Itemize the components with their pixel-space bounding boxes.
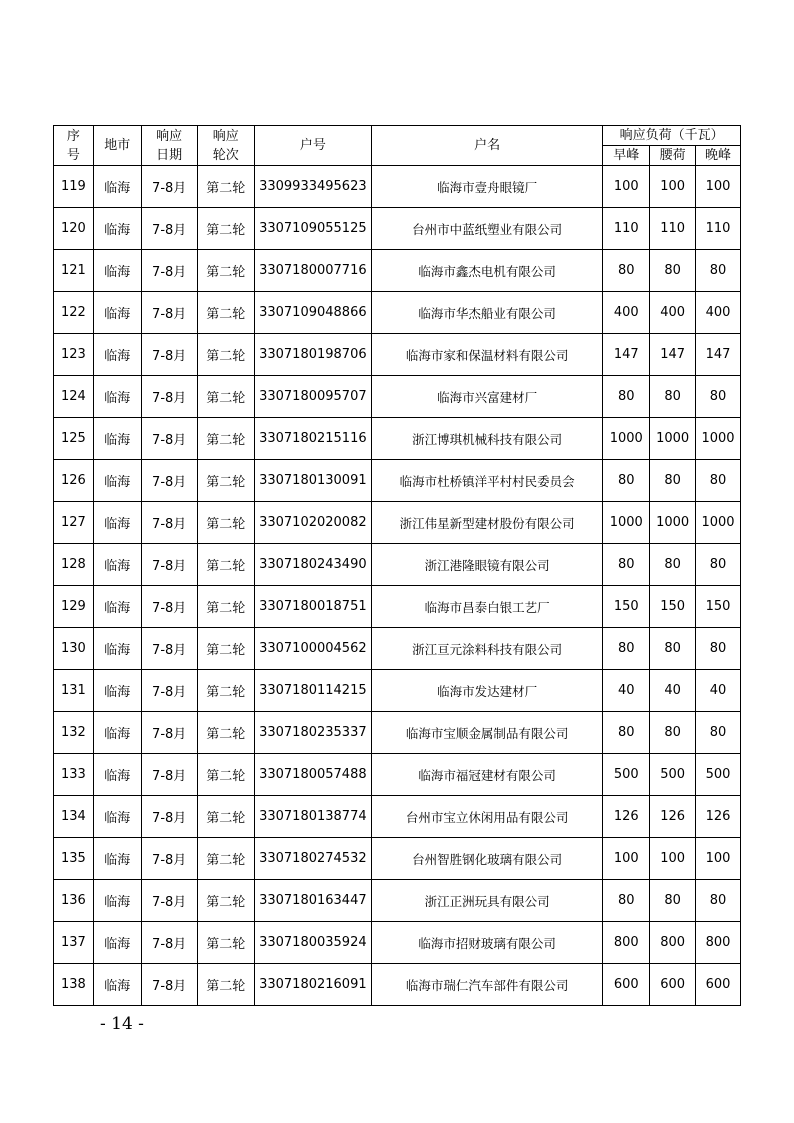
cell-seq: 138 [54,964,94,1006]
cell-city: 临海 [93,922,141,964]
cell-evening: 80 [696,880,741,922]
cell-city: 临海 [93,796,141,838]
cell-morning: 1000 [603,418,650,460]
cell-seq: 137 [54,922,94,964]
cell-city: 临海 [93,586,141,628]
cell-round: 第二轮 [197,502,254,544]
cell-date: 7-8月 [141,586,197,628]
cell-round: 第二轮 [197,460,254,502]
cell-date: 7-8月 [141,418,197,460]
cell-evening: 100 [696,166,741,208]
cell-city: 临海 [93,166,141,208]
cell-account-no: 3307180057488 [254,754,371,796]
cell-account-no: 3307180138774 [254,796,371,838]
cell-morning: 40 [603,670,650,712]
cell-account-no: 3307180163447 [254,880,371,922]
cell-seq: 136 [54,880,94,922]
cell-account-name: 临海市福冠建材有限公司 [371,754,602,796]
table-row [54,208,741,250]
cell-account-no: 3307100004562 [254,628,371,670]
cell-city: 临海 [93,502,141,544]
cell-account-name: 浙江亘元涂料科技有限公司 [371,628,602,670]
cell-date: 7-8月 [141,754,197,796]
response-load-table [53,125,741,1006]
cell-account-no: 3307180216091 [254,964,371,1006]
cell-morning: 80 [603,880,650,922]
cell-date: 7-8月 [141,376,197,418]
cell-noon: 1000 [650,418,696,460]
header-city: 地市 [93,126,141,166]
cell-morning: 150 [603,586,650,628]
cell-round: 第二轮 [197,166,254,208]
header-load-group: 响应负荷（千瓦） [603,126,741,146]
cell-morning: 100 [603,166,650,208]
cell-noon: 100 [650,838,696,880]
cell-date: 7-8月 [141,670,197,712]
cell-seq: 133 [54,754,94,796]
cell-noon: 1000 [650,502,696,544]
table-row [54,712,741,754]
cell-noon: 80 [650,880,696,922]
cell-noon: 80 [650,460,696,502]
cell-seq: 131 [54,670,94,712]
cell-seq: 132 [54,712,94,754]
header-account-no: 户号 [254,126,371,166]
cell-noon: 80 [650,544,696,586]
cell-seq: 129 [54,586,94,628]
cell-account-no: 3307180114215 [254,670,371,712]
cell-round: 第二轮 [197,292,254,334]
cell-account-no: 3307180095707 [254,376,371,418]
table-header [54,126,741,166]
cell-account-name: 临海市招财玻璃有限公司 [371,922,602,964]
table-row [54,586,741,628]
cell-evening: 400 [696,292,741,334]
table-row [54,838,741,880]
cell-noon: 80 [650,250,696,292]
cell-date: 7-8月 [141,502,197,544]
cell-noon: 800 [650,922,696,964]
cell-account-name: 临海市瑞仁汽车部件有限公司 [371,964,602,1006]
cell-evening: 80 [696,712,741,754]
cell-city: 临海 [93,712,141,754]
cell-date: 7-8月 [141,880,197,922]
cell-account-name: 台州市中蓝纸塑业有限公司 [371,208,602,250]
cell-round: 第二轮 [197,670,254,712]
table-row [54,754,741,796]
cell-seq: 125 [54,418,94,460]
cell-round: 第二轮 [197,208,254,250]
cell-account-name: 台州市宝立休闲用品有限公司 [371,796,602,838]
cell-seq: 135 [54,838,94,880]
cell-account-name: 临海市家和保温材料有限公司 [371,334,602,376]
cell-date: 7-8月 [141,544,197,586]
table-row [54,628,741,670]
cell-round: 第二轮 [197,838,254,880]
cell-date: 7-8月 [141,712,197,754]
cell-city: 临海 [93,964,141,1006]
cell-round: 第二轮 [197,544,254,586]
cell-noon: 600 [650,964,696,1006]
cell-date: 7-8月 [141,964,197,1006]
cell-evening: 500 [696,754,741,796]
header-seq [54,126,94,166]
cell-round: 第二轮 [197,418,254,460]
cell-morning: 80 [603,460,650,502]
cell-evening: 126 [696,796,741,838]
cell-evening: 147 [696,334,741,376]
cell-account-name: 临海市宝顺金属制品有限公司 [371,712,602,754]
cell-account-name: 临海市发达建材厂 [371,670,602,712]
table-row [54,376,741,418]
cell-round: 第二轮 [197,964,254,1006]
cell-noon: 150 [650,586,696,628]
table-row [54,880,741,922]
cell-morning: 100 [603,838,650,880]
table-body [54,166,741,1006]
cell-evening: 80 [696,544,741,586]
cell-account-name: 临海市华杰船业有限公司 [371,292,602,334]
cell-morning: 80 [603,250,650,292]
cell-evening: 40 [696,670,741,712]
table-row [54,166,741,208]
cell-evening: 600 [696,964,741,1006]
header-seq-label: 序号 [66,128,80,163]
cell-account-no: 3307180215116 [254,418,371,460]
cell-noon: 126 [650,796,696,838]
header-round-label: 响应轮次 [212,128,239,163]
cell-seq: 128 [54,544,94,586]
cell-seq: 127 [54,502,94,544]
cell-account-name: 浙江博琪机械科技有限公司 [371,418,602,460]
table-row [54,670,741,712]
cell-account-no: 3307102020082 [254,502,371,544]
cell-city: 临海 [93,208,141,250]
cell-round: 第二轮 [197,628,254,670]
cell-evening: 1000 [696,418,741,460]
cell-morning: 80 [603,544,650,586]
cell-account-no: 3307180018751 [254,586,371,628]
cell-account-name: 临海市昌泰白银工艺厂 [371,586,602,628]
cell-morning: 600 [603,964,650,1006]
cell-city: 临海 [93,880,141,922]
cell-account-no: 3307109055125 [254,208,371,250]
cell-account-no: 3307180007716 [254,250,371,292]
cell-account-no: 3307180198706 [254,334,371,376]
header-noon: 腰荷 [650,146,696,166]
cell-date: 7-8月 [141,796,197,838]
cell-seq: 124 [54,376,94,418]
cell-account-no: 3307180235337 [254,712,371,754]
cell-evening: 100 [696,838,741,880]
cell-account-no: 3307180035924 [254,922,371,964]
cell-account-no: 3307109048866 [254,292,371,334]
table-row [54,922,741,964]
cell-account-name: 临海市壹舟眼镜厂 [371,166,602,208]
cell-city: 临海 [93,418,141,460]
cell-date: 7-8月 [141,250,197,292]
header-date-label: 响应日期 [156,128,183,163]
cell-round: 第二轮 [197,712,254,754]
cell-morning: 147 [603,334,650,376]
cell-city: 临海 [93,754,141,796]
cell-noon: 500 [650,754,696,796]
cell-round: 第二轮 [197,796,254,838]
cell-morning: 126 [603,796,650,838]
cell-noon: 80 [650,376,696,418]
table-row [54,250,741,292]
cell-date: 7-8月 [141,922,197,964]
table-row [54,418,741,460]
cell-morning: 80 [603,712,650,754]
cell-city: 临海 [93,460,141,502]
cell-morning: 80 [603,376,650,418]
cell-morning: 1000 [603,502,650,544]
cell-evening: 80 [696,250,741,292]
cell-account-no: 3307180130091 [254,460,371,502]
cell-morning: 80 [603,628,650,670]
cell-date: 7-8月 [141,334,197,376]
table-row [54,502,741,544]
cell-seq: 122 [54,292,94,334]
cell-round: 第二轮 [197,376,254,418]
cell-account-name: 浙江伟星新型建材股份有限公司 [371,502,602,544]
cell-evening: 150 [696,586,741,628]
table-row [54,964,741,1006]
cell-account-no: 3309933495623 [254,166,371,208]
cell-evening: 80 [696,460,741,502]
cell-date: 7-8月 [141,208,197,250]
cell-city: 临海 [93,250,141,292]
cell-city: 临海 [93,544,141,586]
cell-account-name: 临海市杜桥镇洋平村村民委员会 [371,460,602,502]
header-morning: 早峰 [603,146,650,166]
cell-city: 临海 [93,292,141,334]
table-row [54,544,741,586]
cell-date: 7-8月 [141,838,197,880]
table-row [54,460,741,502]
cell-evening: 110 [696,208,741,250]
cell-noon: 110 [650,208,696,250]
cell-account-no: 3307180274532 [254,838,371,880]
cell-noon: 400 [650,292,696,334]
cell-evening: 800 [696,922,741,964]
cell-seq: 126 [54,460,94,502]
header-date [141,126,197,166]
cell-account-name: 台州智胜钢化玻璃有限公司 [371,838,602,880]
cell-round: 第二轮 [197,586,254,628]
cell-account-no: 3307180243490 [254,544,371,586]
cell-morning: 500 [603,754,650,796]
cell-morning: 800 [603,922,650,964]
table-row [54,334,741,376]
cell-round: 第二轮 [197,922,254,964]
cell-noon: 147 [650,334,696,376]
cell-noon: 40 [650,670,696,712]
cell-round: 第二轮 [197,250,254,292]
cell-account-name: 临海市兴富建材厂 [371,376,602,418]
cell-date: 7-8月 [141,292,197,334]
cell-city: 临海 [93,376,141,418]
cell-round: 第二轮 [197,334,254,376]
cell-round: 第二轮 [197,754,254,796]
cell-seq: 120 [54,208,94,250]
cell-seq: 134 [54,796,94,838]
cell-city: 临海 [93,334,141,376]
cell-date: 7-8月 [141,166,197,208]
cell-evening: 80 [696,628,741,670]
cell-seq: 119 [54,166,94,208]
cell-noon: 80 [650,628,696,670]
header-evening: 晚峰 [696,146,741,166]
cell-date: 7-8月 [141,460,197,502]
header-round [197,126,254,166]
cell-morning: 110 [603,208,650,250]
cell-account-name: 临海市鑫杰电机有限公司 [371,250,602,292]
cell-evening: 80 [696,376,741,418]
cell-city: 临海 [93,838,141,880]
cell-evening: 1000 [696,502,741,544]
table-row [54,796,741,838]
header-account-name: 户名 [371,126,602,166]
table-row [54,292,741,334]
cell-date: 7-8月 [141,628,197,670]
cell-morning: 400 [603,292,650,334]
cell-account-name: 浙江港隆眼镜有限公司 [371,544,602,586]
cell-noon: 100 [650,166,696,208]
cell-seq: 121 [54,250,94,292]
cell-city: 临海 [93,670,141,712]
cell-city: 临海 [93,628,141,670]
cell-account-name: 浙江正洲玩具有限公司 [371,880,602,922]
page-number: - 14 - [100,1014,144,1034]
cell-seq: 130 [54,628,94,670]
cell-noon: 80 [650,712,696,754]
cell-seq: 123 [54,334,94,376]
cell-round: 第二轮 [197,880,254,922]
